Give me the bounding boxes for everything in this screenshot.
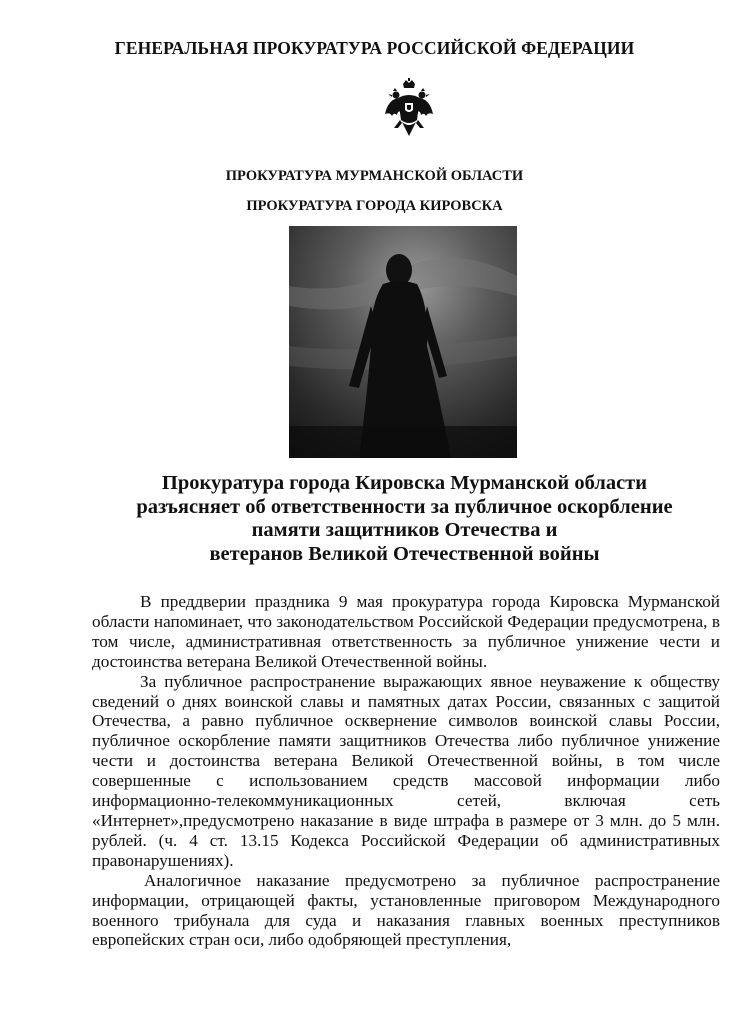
eagle-emblem-icon [384,78,434,140]
photo-image [289,226,517,458]
header-murmansk-prosecutor: ПРОКУРАТУРА МУРМАНСКОЙ ОБЛАСТИ [225,168,524,184]
header-prosecutor-general: ГЕНЕРАЛЬНАЯ ПРОКУРАТУРА РОССИЙСКОЙ ФЕДЕРАЦИИ [114,38,635,58]
dark-silhouette-photo [289,226,517,458]
title-line-2: разъясняет об ответственности за публичное оскорбление [136,495,673,518]
title-line-4: ветеранов Великой Отечественной войны [209,542,600,565]
header-kirovsk-prosecutor: ПРОКУРАТУРА ГОРОДА КИРОВСКА [246,198,503,214]
article-body [92,592,720,950]
paragraph-1: В преддверии праздника 9 мая прокуратура города Кировска Мурманской области напоминает, что законодательством Российской Федерации предусмотрена, в том числе, административная ответственность за публичное унижение чести и достоинства ветерана Великой Отечественной войны. [92,592,720,671]
article-title [60,472,749,566]
title-line-3: памяти защитников Отечества и [251,519,558,541]
title-line-1: Прокуратура города Кировска Мурманской области [161,472,648,494]
paragraph-2: За публичное распространение выражающих явное неуважение к обществу сведений о днях воинской славы и памятных датах России, связанных с защитой Отечества, а равно публичное осквернение символов воинской славы России, публичное оскорбление памяти защитников Отечества либо публичное унижение чести и достоинства ветерана Великой Отечественной войны, в том числе совершенные с использованием средств массовой информации либо информационно-телекоммуникационных сетей, включая сеть «Интернет»,предусмотрено наказание в виде штрафа в размере от 3 млн. до 5 млн. рублей. (ч. 4 ст. 13.15 Кодекса Российской Федерации об административных правонарушениях). [92,671,720,870]
paragraph-3: Аналогичное наказание предусмотрено за публичное распространение информации, отрицающей факты, установленные приговором Международного военного трибунала для суда и наказания главных военных преступников европейских стран оси, либо одобряющей преступления, [92,870,720,950]
